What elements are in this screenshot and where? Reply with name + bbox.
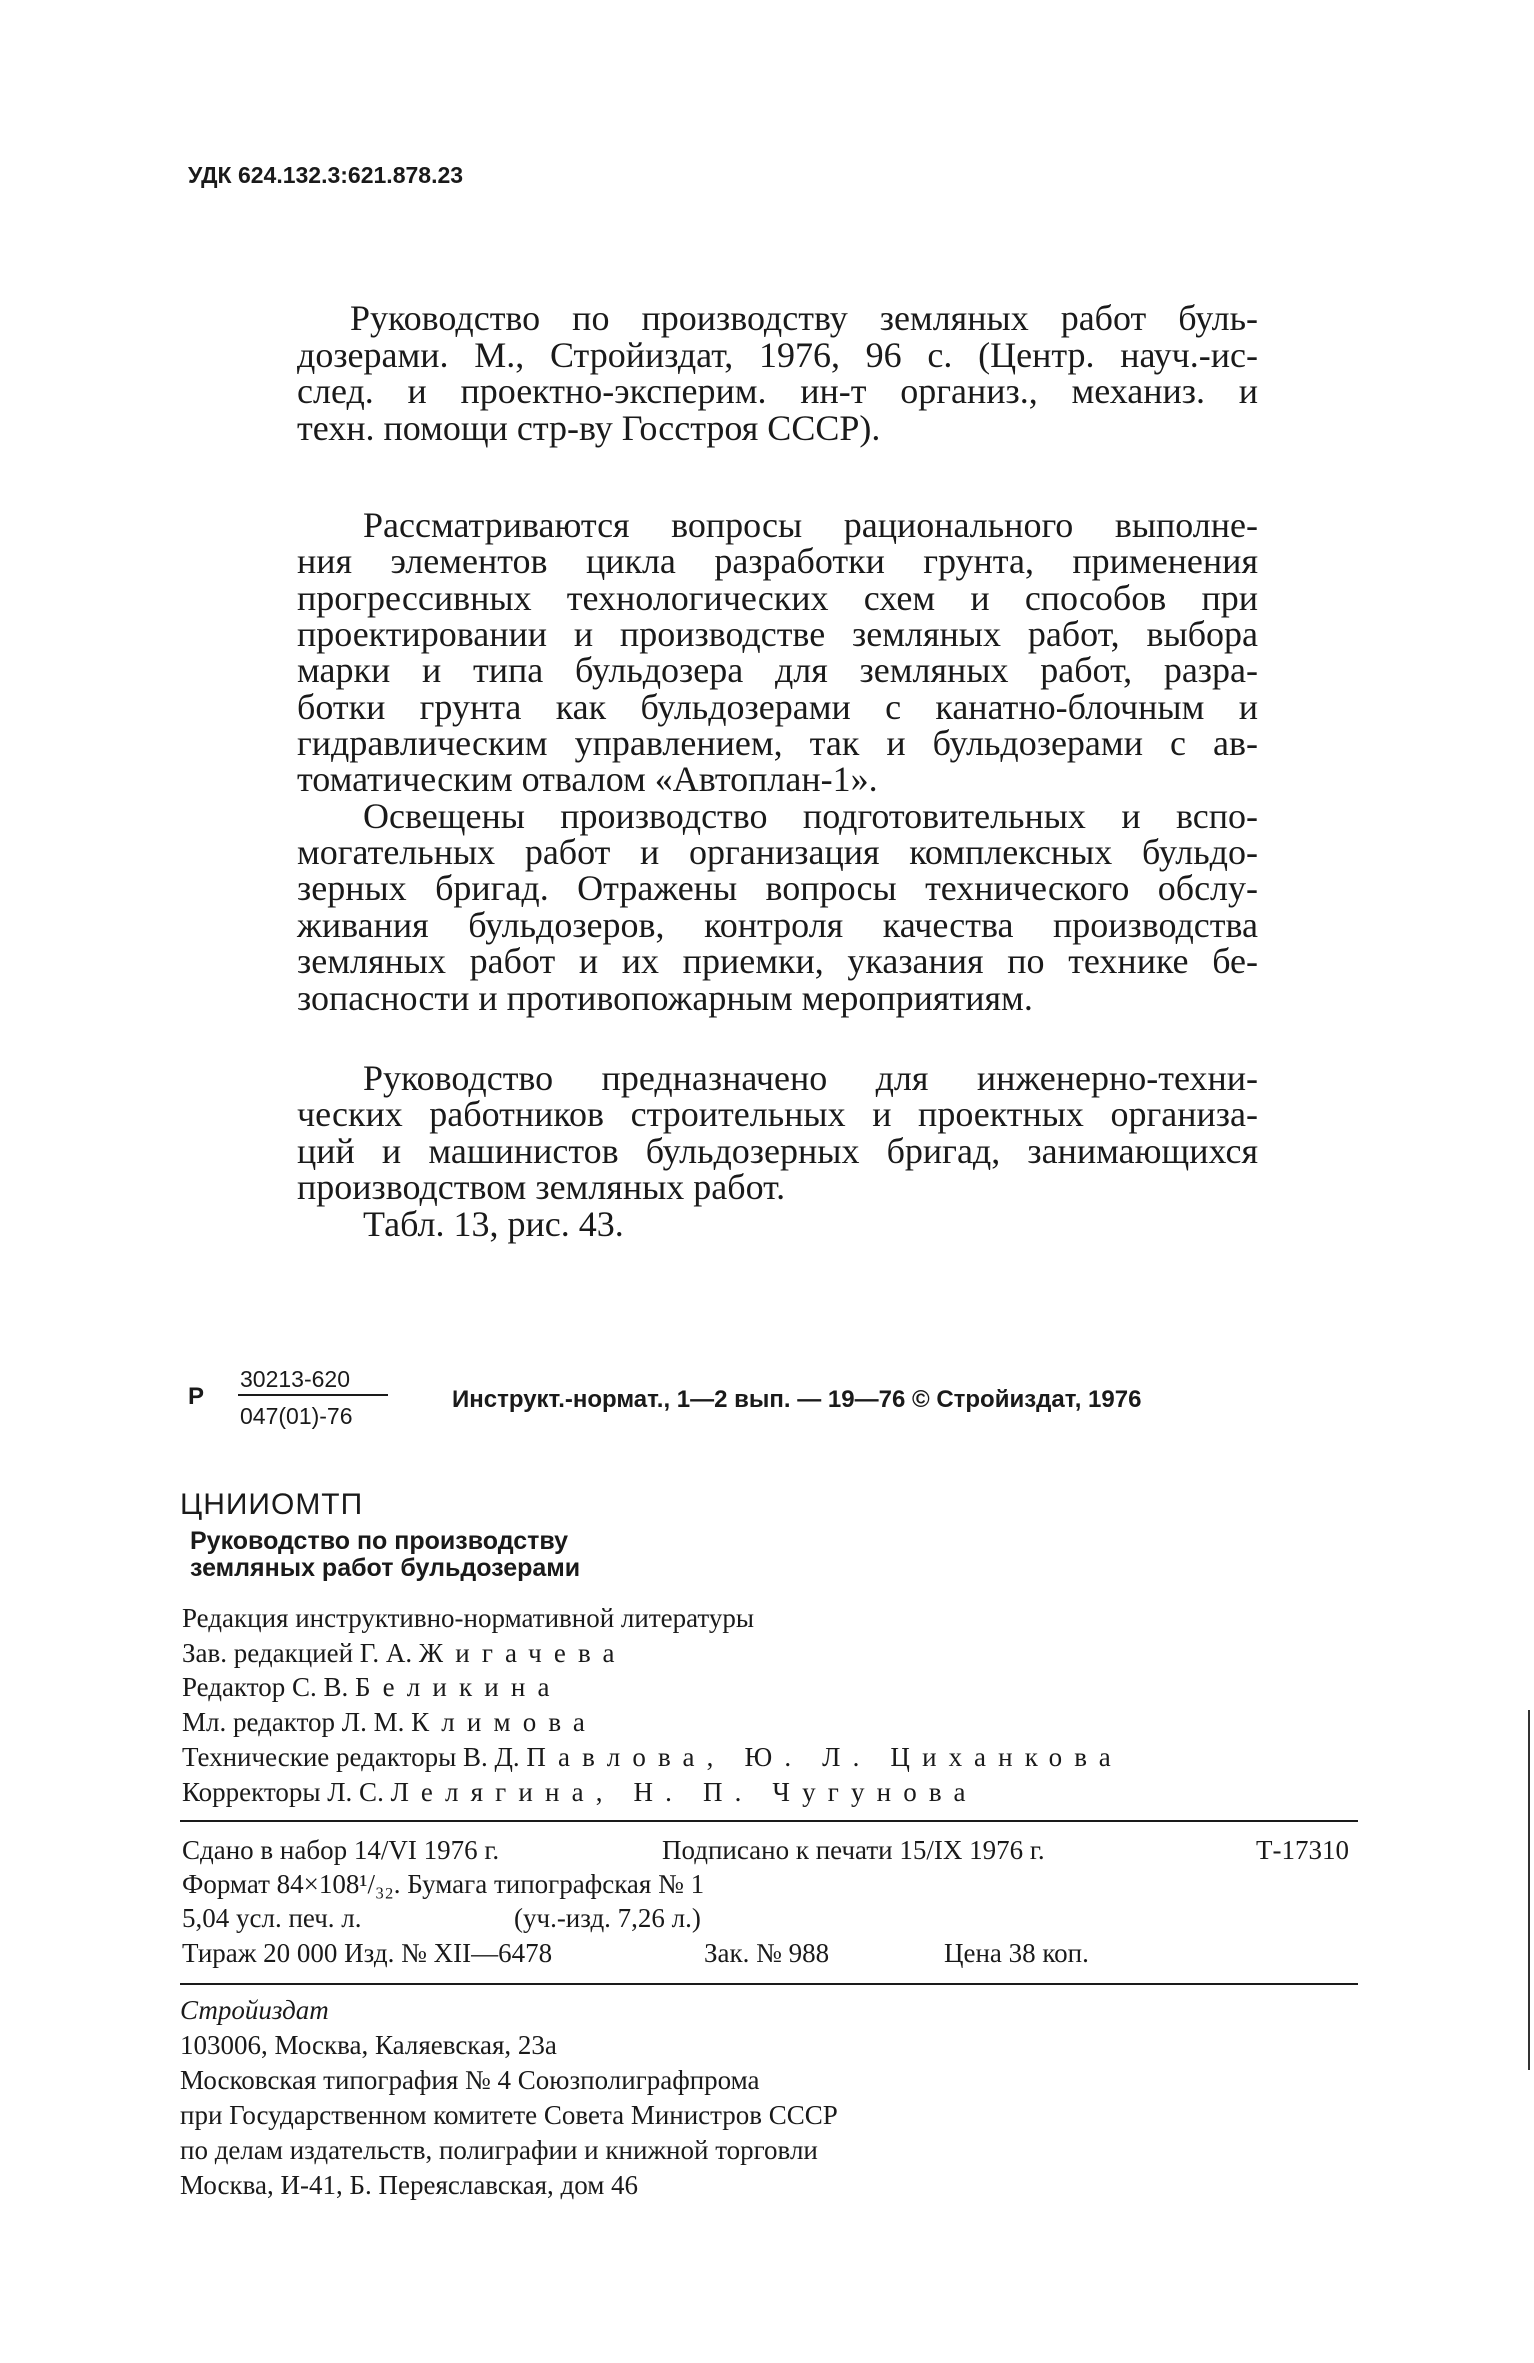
bibliography-line: техн. помощи стр-ву Госстроя СССР). xyxy=(297,408,881,448)
print-run: Тираж 20 000 Изд. № XII—6478 xyxy=(182,1938,553,1968)
printed-sheets: 5,04 усл. печ. л. xyxy=(182,1903,362,1933)
credit-line xyxy=(182,1672,562,1702)
abstract-line: зопасности и противопожарным мероприятиям. xyxy=(297,978,1033,1018)
credit-name: Жигачева xyxy=(418,1638,627,1668)
printer-line: по делам издательств, полиграфии и книжной торговли xyxy=(180,2135,818,2165)
bibliography-line: дозерами. М., Стройиздат, 1976, 96 с. (Центр. науч.-ис- xyxy=(297,335,1258,375)
udk-code: УДК 624.132.3:621.878.23 xyxy=(188,162,464,188)
abstract-line: Освещены производство подготовительных и вспо- xyxy=(363,796,1258,836)
abstract-line: ния элементов цикла разработки грунта, применения xyxy=(297,541,1258,581)
credit-label: Технические редакторы В. Д. xyxy=(182,1742,520,1772)
fraction-bar xyxy=(238,1394,388,1396)
book-title-line: земляных работ бульдозерами xyxy=(190,1554,581,1582)
credit-label: Редакция инструктивно-нормативной литературы xyxy=(182,1603,754,1633)
purpose-line: производством земляных работ. xyxy=(297,1167,786,1207)
author-org: ЦНИИОМТП xyxy=(180,1488,364,1521)
abstract-line: живания бульдозеров, контроля качества производства xyxy=(297,905,1258,945)
credit-name: Беликина xyxy=(354,1672,562,1702)
publisher-name: Стройиздат xyxy=(180,1995,329,2025)
book-title-line: Руководство по производству xyxy=(190,1527,569,1555)
abstract-line: гидравлическим управлением, так и бульдозерами с ав- xyxy=(297,723,1258,763)
abstract-line: проектировании и производстве земляных работ, выбора xyxy=(297,614,1258,654)
credit-line xyxy=(182,1707,597,1737)
abstract-line: Рассматриваются вопросы рационального выполне- xyxy=(363,505,1258,545)
credit-name: Павлова, Ю. Л. Циханкова xyxy=(526,1742,1123,1772)
abstract-line: ботки грунта как бульдозерами с канатно-блочным и xyxy=(297,687,1258,727)
credit-label: Редактор С. В. xyxy=(182,1672,349,1702)
abstract-line: земляных работ и их приемки, указания по технике бе- xyxy=(297,941,1258,981)
credit-name: Лелягина, Н. П. Чугунова xyxy=(390,1777,978,1807)
bibliography-line: Руководство по производству земляных работ буль- xyxy=(350,298,1258,338)
abstract-line: прогрессивных технологических схем и способов при xyxy=(297,578,1258,618)
order-number: Зак. № 988 xyxy=(704,1938,830,1968)
credit-line xyxy=(182,1742,1123,1772)
publisher-sheets: (уч.-изд. 7,26 л.) xyxy=(514,1903,701,1933)
index-text: Инструкт.-нормат., 1—2 вып. — 19—76 © Стройиздат, 1976 xyxy=(452,1386,1142,1413)
credit-label: Корректоры Л. С. xyxy=(182,1777,384,1807)
purpose-line: ций и машинистов бульдозерных бригад, занимающихся xyxy=(297,1131,1258,1171)
tables-figures: Табл. 13, рис. 43. xyxy=(363,1204,624,1244)
abstract-line: могательных работ и организация комплексных бульдо- xyxy=(297,832,1258,872)
abstract-line: зерных бригад. Отражены вопросы технического обслу- xyxy=(297,868,1258,908)
bibliography-line: след. и проектно-эксперим. ин-т организ., механиз. и xyxy=(297,371,1258,411)
credit-line xyxy=(182,1638,627,1668)
index-denominator: 047(01)-76 xyxy=(240,1403,353,1429)
credit-line xyxy=(182,1777,978,1807)
credit-label: Мл. редактор Л. М. xyxy=(182,1707,405,1737)
format-paper: Формат 84×108¹/₃₂. Бумага типографская № 1 xyxy=(182,1869,705,1899)
publisher-address: 103006, Москва, Каляевская, 23а xyxy=(180,2030,557,2060)
credit-name: Климова xyxy=(411,1707,598,1737)
abstract-line: томатическим отвалом «Автоплан-1». xyxy=(297,759,878,799)
purpose-line: Руководство предназначено для инженерно-техни- xyxy=(363,1058,1258,1098)
divider xyxy=(180,1983,1358,1985)
abstract-line: марки и типа бульдозера для земляных работ, разра- xyxy=(297,650,1258,690)
index-letter: Р xyxy=(188,1383,205,1410)
credit-label: Зав. редакцией Г. А. xyxy=(182,1638,413,1668)
credit-line xyxy=(182,1603,754,1633)
license-code: Т-17310 xyxy=(1256,1835,1349,1865)
purpose-line: ческих работников строительных и проектных организа- xyxy=(297,1094,1258,1134)
sent-to-typeset: Сдано в набор 14/VI 1976 г. xyxy=(182,1835,500,1865)
divider xyxy=(180,1820,1358,1822)
price: Цена 38 коп. xyxy=(944,1938,1089,1968)
scan-edge-line xyxy=(1528,1710,1530,2070)
printer-line: Москва, И-41, Б. Переяславская, дом 46 xyxy=(180,2170,639,2200)
printer-line: Московская типография № 4 Союзполиграфпрома xyxy=(180,2065,760,2095)
index-numerator: 30213-620 xyxy=(240,1366,350,1392)
signed-to-print: Подписано к печати 15/IX 1976 г. xyxy=(662,1835,1045,1865)
printer-line: при Государственном комитете Совета Министров СССР xyxy=(180,2100,838,2130)
